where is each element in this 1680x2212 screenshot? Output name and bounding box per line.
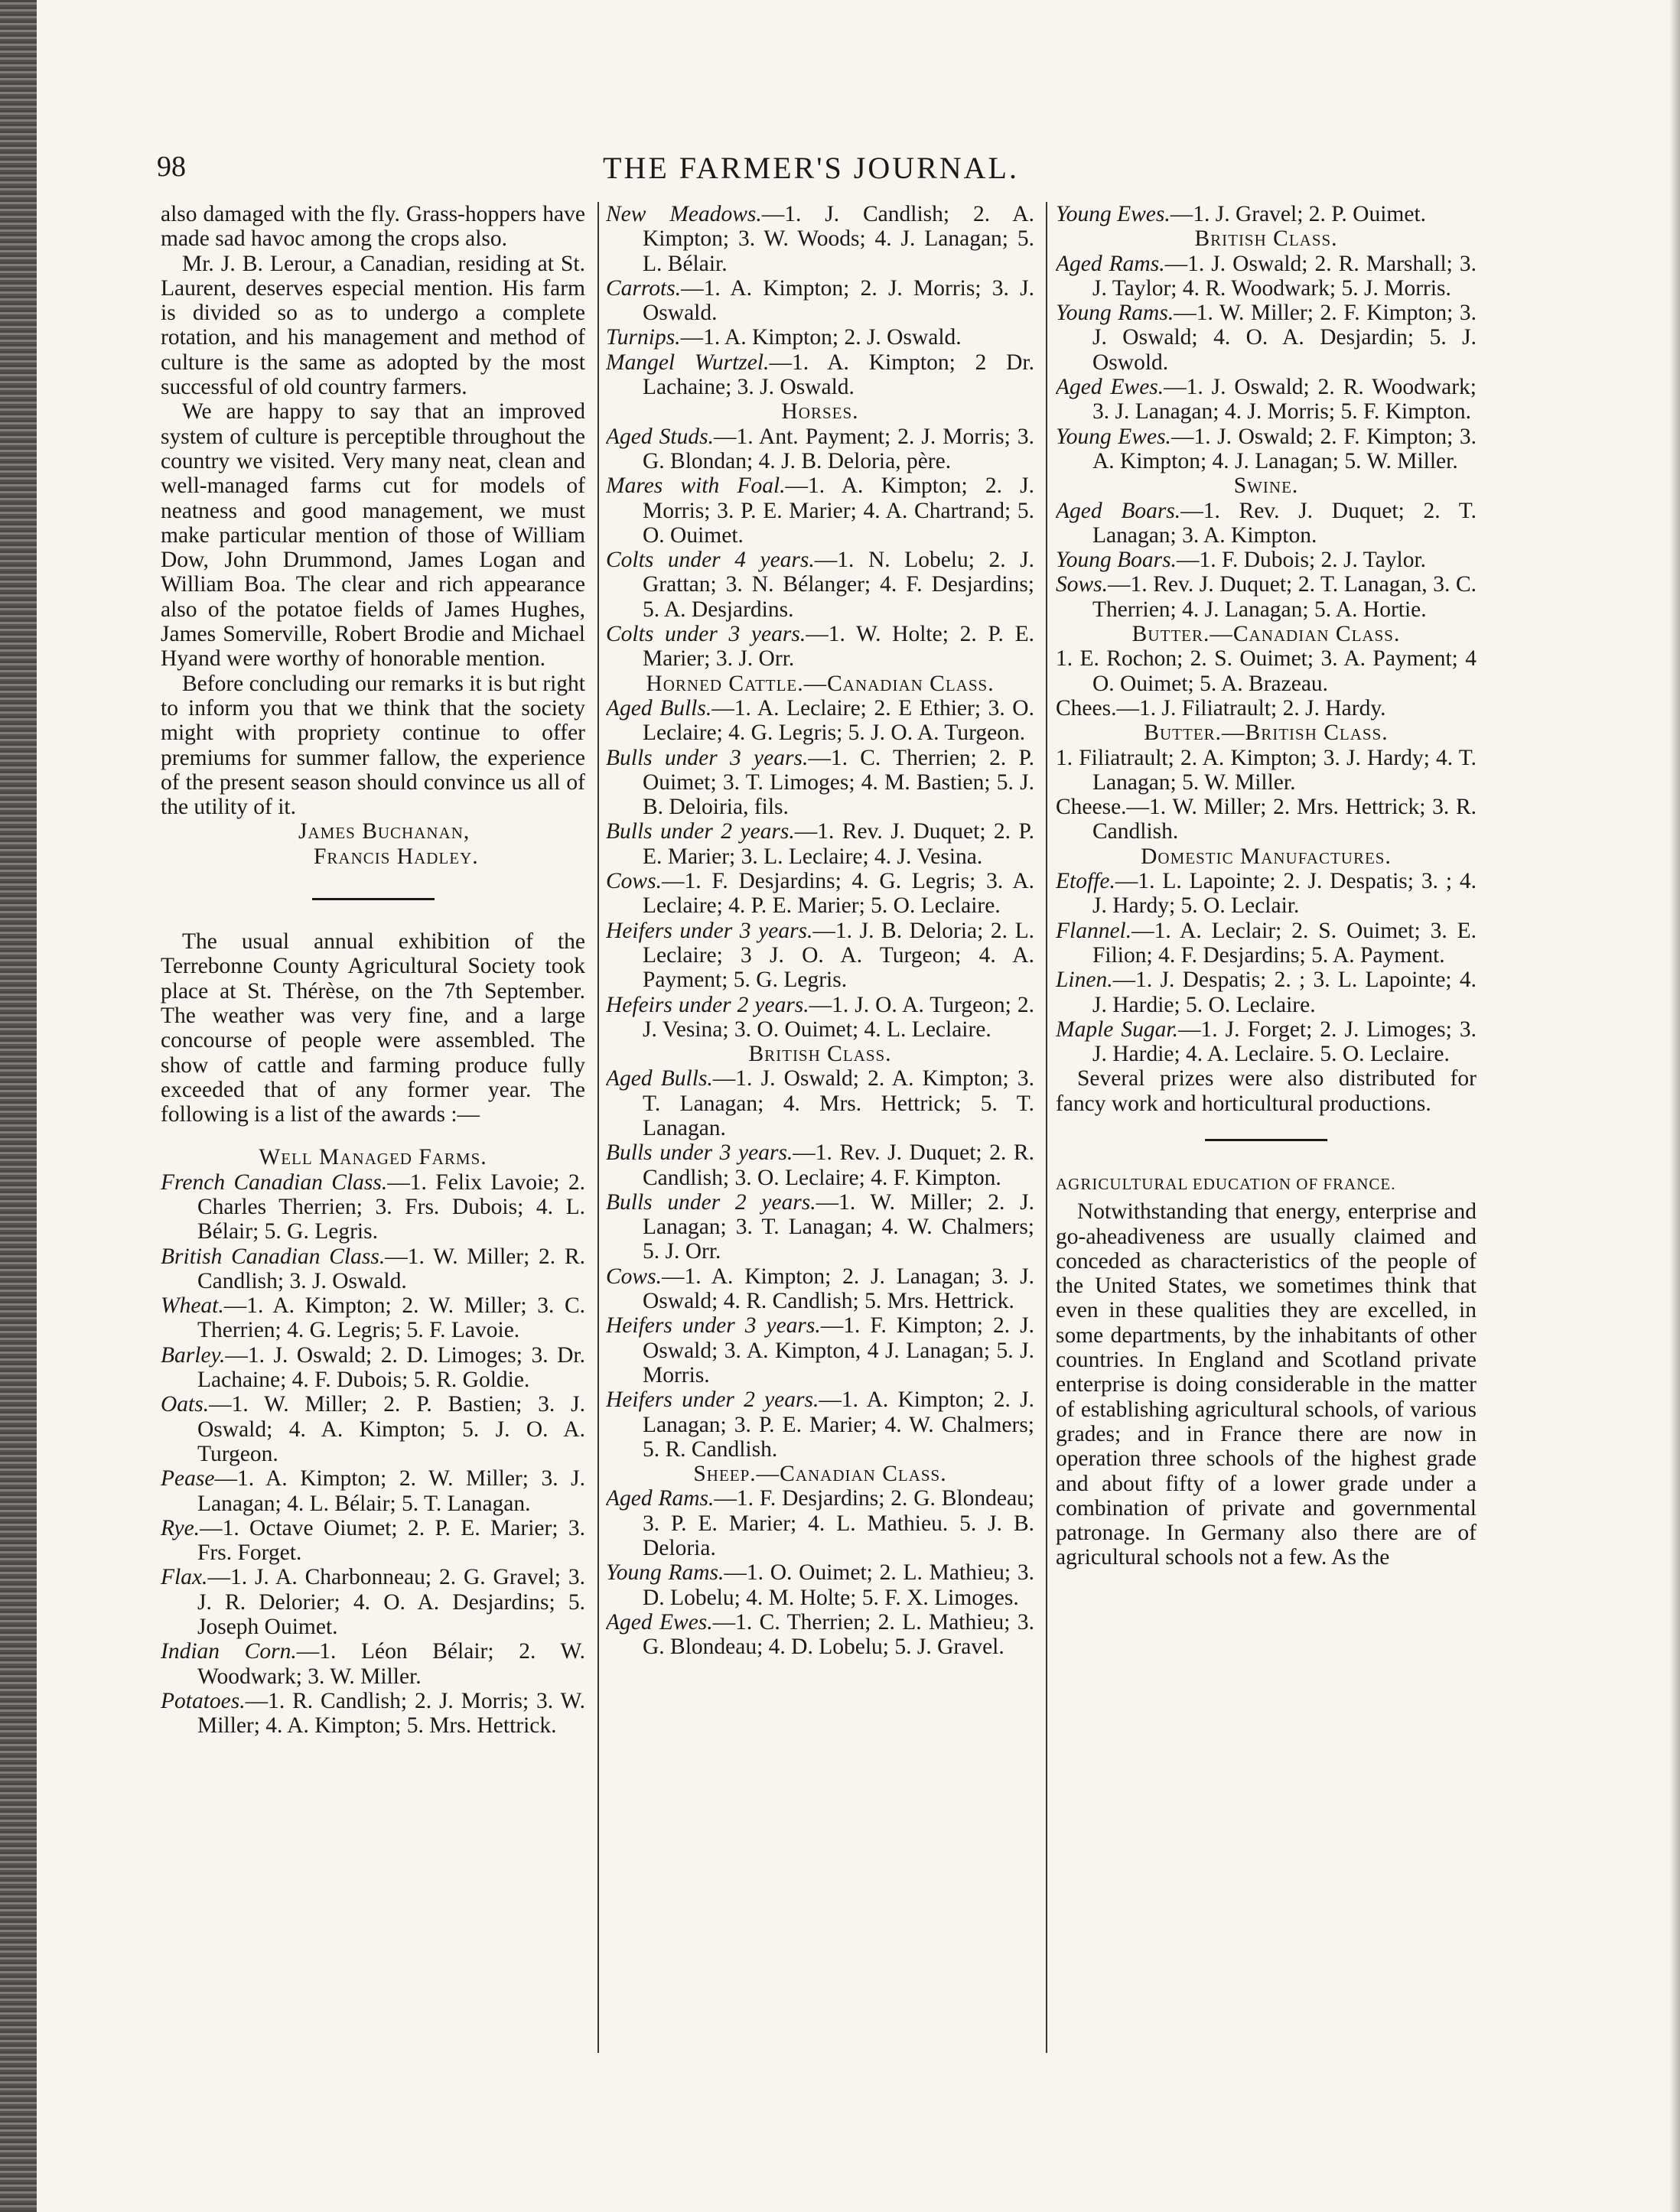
award-list (1056, 499, 1477, 622)
award-entry (161, 1170, 585, 1244)
award-category: Young Boars. (1056, 548, 1177, 573)
award-winners: —1. A. Kimpton; 2. J. Morris; 3. P. E. Marier; 4. A. Chartrand; 5. O. Ouimet. (643, 473, 1034, 548)
section-heading: Well Managed Farms. (259, 1145, 487, 1170)
award-category: Potatoes. (161, 1688, 246, 1713)
award-entry (606, 1486, 1034, 1560)
award-winners: —1. A. Kimpton; 2. J. Lanagan; 3. J. Oswald; 4. R. Candlish; 5. Mrs. Hettrick. (643, 1264, 1034, 1314)
award-winners: —1. O. Ouimet; 2. L. Mathieu; 3. D. Lobelu; 4. M. Holte; 5. F. X. Limoges. (643, 1560, 1034, 1610)
award-category: Aged Ewes. (1056, 375, 1164, 400)
award-winners: —1. W. Miller; 2. P. Bastien; 3. J. Oswald; 4. A. Kimpton; 5. J. O. A. Turgeon. (197, 1392, 585, 1466)
award-entry (606, 993, 1034, 1043)
award-entry (1056, 202, 1477, 226)
award-entry (161, 1392, 585, 1466)
award-winners: —1. W. Holte; 2. P. E. Marier; 3. J. Orr. (643, 622, 1034, 672)
section-heading: Butter.—Canadian Class. (1131, 622, 1401, 647)
award-winners: —1. A. Kimpton; 2. W. Miller; 3. C. Therrien; 4. G. Legris; 5. F. Lavoie. (197, 1293, 585, 1343)
award-entry (1056, 252, 1477, 301)
section-heading: Horned Cattle.—Canadian Class. (646, 671, 995, 696)
award-entry (606, 819, 1034, 869)
award-winners: —1. W. Miller; 2. F. Kimpton; 3. J. Oswald; 4. O. A. Desjardin; 5. J. Oswold. (1092, 301, 1477, 375)
award-category: Aged Boars. (1056, 498, 1181, 523)
award-category: New Meadows. (606, 202, 762, 226)
award-category: Heifers under 2 years. (606, 1387, 819, 1413)
award-category: Wheat. (161, 1293, 224, 1319)
article-title: AGRICULTURAL EDUCATION OF FRANCE. (1056, 1174, 1396, 1193)
award-entry (1056, 548, 1477, 572)
column-3 (1056, 202, 1477, 2053)
award-winners: —1. J. Candlish; 2. A. Kimpton; 3. W. Woods; 4. J. Lanagan; 5. L. Bélair. (643, 202, 1034, 276)
award-entry (606, 1264, 1034, 1314)
award-winners: —1. A. Kimpton; 2. W. Miller; 3. J. Lanagan; 4. L. Bélair; 5. T. Lanagan. (197, 1466, 585, 1516)
award-entry (1056, 696, 1477, 721)
award-category: Flannel. (1056, 918, 1132, 943)
scan-edge-left (0, 0, 37, 2212)
paragraph: Before concluding our remarks it is but right to inform you that we think that the society might with propriety continue to offer premiums for summer fallow, the experience of the present season should convince us all of the utility of it. (161, 671, 585, 820)
section-divider (312, 898, 435, 900)
award-winners: —1. Léon Bélair; 2. W. Woodwark; 3. W. Miller. (197, 1639, 585, 1689)
award-category: Heifers under 3 years. (606, 1313, 821, 1339)
award-list (606, 202, 1034, 399)
award-list (606, 425, 1034, 672)
award-list (1056, 252, 1477, 474)
award-list (606, 1486, 1034, 1659)
award-category: Pease (161, 1466, 215, 1491)
award-entry (606, 202, 1034, 276)
award-winners: —1. Rev. J. Duquet; 2. R. Candlish; 3. O. Leclaire; 4. F. Kimpton. (643, 1140, 1034, 1190)
section-heading: Butter.—British Class. (1144, 721, 1389, 746)
award-winners: —1. W. Miller; 2. R. Candlish; 3. J. Oswald. (197, 1244, 585, 1293)
award-entry (161, 1639, 585, 1689)
award-category: Aged Rams. (1056, 251, 1165, 276)
section-heading: British Class. (1194, 226, 1338, 252)
award-entry (1056, 1017, 1477, 1067)
award-entry (1056, 375, 1477, 425)
award-winners: —1. Rev. J. Duquet; 2. P. E. Marier; 3. L. Leclaire; 4. J. Vesina. (643, 819, 1034, 869)
award-list (606, 696, 1034, 1042)
award-winners: —1. A. Leclaire; 2. E Ethier; 3. O. Leclaire; 4. G. Legris; 5. J. O. A. Turgeon. (643, 695, 1034, 746)
award-category: Oats. (161, 1392, 210, 1417)
award-category: Sows. (1056, 572, 1109, 597)
award-winners: —1. J. O. A. Turgeon; 2. J. Vesina; 3. O. Ouimet; 4. L. Leclaire. (643, 992, 1034, 1042)
award-winners: Chees.—1. J. Filiatrault; 2. J. Hardy. (1056, 695, 1386, 721)
award-entry (1056, 795, 1477, 844)
award-winners: —1. J. Oswald; 2. D. Limoges; 3. Dr. Lachaine; 4. F. Dubois; 5. R. Goldie. (197, 1342, 585, 1393)
award-winners: —1. F. Desjardins; 2. G. Blondeau; 3. P. E. Marier; 4. L. Mathieu. 5. J. B. Deloria. (643, 1486, 1034, 1561)
award-entry (606, 622, 1034, 672)
award-winners: 1. Filiatrault; 2. A. Kimpton; 3. J. Hardy; 4. T. Lanagan; 5. W. Miller. (1056, 745, 1477, 795)
exhibition-intro: The usual annual exhibition of the Terrebonne County Agricultural Society took place at St. Thérèse, on the 7th September. The weather was very fine, and a large concourse of people were assembled. The show of cattle and farming produce fully exceeded that of any former year. The following is a list of the awards :— (161, 929, 585, 1127)
award-winners: —1. A. Kimpton; 2. J. Lanagan; 3. P. E. Marier; 4. W. Chalmers; 5. R. Candlish. (643, 1387, 1034, 1462)
award-category: Carrots. (606, 275, 682, 301)
award-category: Barley. (161, 1342, 226, 1368)
award-entry (161, 1516, 585, 1566)
award-category: Turnips. (606, 325, 681, 350)
award-entry (1056, 919, 1477, 968)
award-entry (606, 1313, 1034, 1387)
award-entry (1056, 425, 1477, 474)
award-category: Aged Ewes. (606, 1609, 713, 1635)
award-category: Rye. (161, 1515, 200, 1540)
award-winners: Cheese.—1. W. Miller; 2. Mrs. Hettrick; 3. R. Candlish. (1056, 795, 1477, 844)
award-entry (161, 1293, 585, 1343)
award-winners: —1. R. Candlish; 2. J. Morris; 3. W. Miller; 4. A. Kimpton; 5. Mrs. Hettrick. (197, 1688, 585, 1739)
award-category: Bulls under 3 years. (606, 745, 809, 770)
award-entry (161, 1565, 585, 1639)
award-winners: —1. W. Miller; 2. J. Lanagan; 3. T. Lanagan; 4. W. Chalmers; 5. J. Orr. (643, 1189, 1034, 1264)
award-entry (161, 1466, 585, 1516)
award-winners: —1. Rev. J. Duquet; 2. T. Lanagan; 3. A. Kimpton. (1092, 498, 1477, 548)
award-winners: —1. N. Lobelu; 2. J. Grattan; 3. N. Bélanger; 4. F. Desjardins; 5. A. Desjardins. (643, 548, 1034, 622)
award-category: Aged Studs. (606, 424, 714, 449)
award-winners: —1. J. Gravel; 2. P. Ouimet. (1170, 202, 1427, 226)
signature: James Buchanan, (298, 819, 470, 844)
award-entry (1056, 869, 1477, 919)
section-heading: Swine. (1233, 473, 1299, 499)
award-category: Young Ewes. (1056, 202, 1170, 226)
award-winners: —1. A. Leclair; 2. S. Ouimet; 3. E. Filion; 4. F. Desjardins; 5. A. Payment. (1092, 918, 1477, 968)
award-list (1056, 746, 1477, 844)
column-2 (606, 202, 1034, 2053)
award-winners: —1. Ant. Payment; 2. J. Morris; 3. G. Blondan; 4. J. B. Deloria, père. (643, 424, 1034, 473)
award-winners: —1. J. Oswald; 2. A. Kimpton; 3. T. Lanagan; 4. Mrs. Hettrick; 5. T. Lanagan. (643, 1066, 1034, 1140)
award-entry (606, 276, 1034, 326)
section-heading: Sheep.—Canadian Class. (693, 1462, 947, 1487)
award-list (1056, 869, 1477, 1066)
award-category: Cows. (606, 1264, 662, 1289)
award-winners: —1. J. Oswald; 2. R. Marshall; 3. J. Taylor; 4. R. Woodwark; 5. J. Morris. (1092, 251, 1477, 301)
award-winners: —1. A. Kimpton; 2 Dr. Lachaine; 3. J. Oswald. (643, 350, 1034, 400)
award-winners: —1. J. Oswald; 2. F. Kimpton; 3. A. Kimpton; 4. J. Lanagan; 5. W. Miller. (1092, 424, 1477, 473)
award-winners: —1. F. Kimpton; 2. J. Oswald; 3. A. Kimpton, 4 J. Lanagan; 5. J. Morris. (643, 1313, 1034, 1387)
award-entry (161, 1343, 585, 1393)
award-winners: —1. L. Lapointe; 2. J. Despatis; 3. ; 4. J. Hardy; 5. O. Leclair. (1092, 869, 1477, 919)
award-category: Colts under 3 years. (606, 622, 806, 647)
award-winners: —1. Felix Lavoie; 2. Charles Therrien; 3. Frs. Dubois; 4. L. Bélair; 5. G. Legris. (197, 1169, 585, 1244)
award-winners: —1. C. Therrien; 2. P. Ouimet; 3. T. Limoges; 4. M. Bastien; 5. J. B. Deloiria, fils. (643, 745, 1034, 820)
section-heading: British Class. (748, 1042, 892, 1067)
award-category: British Canadian Class. (161, 1244, 386, 1269)
award-entry (1056, 572, 1477, 622)
award-winners: —1. A. Kimpton; 2. J. Morris; 3. J. Oswald. (643, 275, 1034, 326)
award-category: Bulls under 3 years. (606, 1140, 793, 1166)
award-entry (1056, 968, 1477, 1017)
signature: Francis Hadley. (314, 844, 479, 869)
award-entry (606, 1610, 1034, 1660)
journal-title: THE FARMER'S JOURNAL. (603, 151, 1019, 185)
award-entry (1056, 646, 1477, 696)
award-category: Mangel Wurtzel. (606, 350, 770, 375)
paragraph: Mr. J. B. Lerour, a Canadian, residing at St. Laurent, deserves especial mention. His farm is divided so as to undergo a complete rotation, and his management and method of culture is the same as adopted by the most successful of old country farmers. (161, 251, 585, 400)
award-category: Young Rams. (1056, 301, 1174, 326)
page-header (157, 150, 1465, 196)
award-entry (1056, 301, 1477, 375)
award-winners: 1. E. Rochon; 2. S. Ouimet; 3. A. Payment; 4 O. Ouimet; 5. A. Brazeau. (1056, 646, 1477, 696)
page-body (161, 202, 1477, 2053)
award-category: Cows. (606, 869, 662, 894)
award-category: Aged Bulls. (606, 695, 712, 721)
award-winners: —1. J. Oswald; 2. R. Woodwark; 3. J. Lanagan; 4. J. Morris; 5. F. Kimpton. (1092, 375, 1477, 425)
award-list (606, 1066, 1034, 1462)
award-winners: —1. J. B. Deloria; 2. L. Leclaire; 3 J. O. A. Turgeon; 4. A. Payment; 5. G. Legris. (643, 918, 1034, 993)
award-category: Hefeirs under 2 years. (606, 992, 809, 1017)
award-category: Bulls under 2 years. (606, 819, 795, 844)
award-list (1056, 202, 1477, 226)
award-category: Etoffe. (1056, 869, 1115, 894)
award-entry (606, 1066, 1034, 1140)
award-winners: —1. Octave Oiumet; 2. P. E. Marier; 3. Frs. Forget. (197, 1515, 585, 1566)
award-category: Young Ewes. (1056, 424, 1171, 449)
section-divider (1205, 1139, 1327, 1141)
award-category: Linen. (1056, 968, 1113, 993)
article-body: Notwithstanding that energy, enterprise and go-aheadiveness are usually claimed and conceded as characteristics of the people of the United States, we sometimes think that even in these qualities they are excelled, in some departments, by the inhabitants of other countries. In England and Scotland private enterprise is doing considerable in the matter of establishing agricultural schools, of various grades; and in France there are now in operation three schools of the highest grade and about fifty of a lower grade under a combination of private and governmental patronage. In Germany also there are of agricultural schools not a few. As the (1056, 1199, 1477, 1570)
award-category: Heifers under 3 years. (606, 918, 813, 943)
award-winners: —1. J. Despatis; 2. ; 3. L. Lapointe; 4. J. Hardie; 5. O. Leclaire. (1092, 968, 1477, 1017)
award-entry (1056, 499, 1477, 548)
award-entry (1056, 746, 1477, 795)
award-entry (606, 1190, 1034, 1264)
scan-edge-right (1669, 0, 1680, 2212)
award-entry (606, 746, 1034, 820)
award-entry (606, 696, 1034, 746)
award-list (161, 1170, 585, 1739)
award-category: Aged Rams. (606, 1486, 715, 1511)
award-entry (606, 350, 1034, 400)
award-entry (606, 1140, 1034, 1190)
award-entry (606, 919, 1034, 993)
award-entry (606, 1387, 1034, 1462)
award-entry (606, 869, 1034, 919)
section-heading: Horses. (781, 399, 859, 425)
paragraph: We are happy to say that an improved system of culture is perceptible throughout the country we visited. Very many neat, clean and well-managed farms cut for models of neatness and good management, we must make particular mention of those of William Dow, John Drummond, James Logan and William Boa. The clear and rich appearance also of the potatoe fields of James Hughes, James Somerville, Robert Brodie and Michael Hyand were worthy of honorable mention. (161, 399, 585, 672)
award-winners: —1. F. Desjardins; 4. G. Legris; 3. A. Leclaire; 4. P. E. Marier; 5. O. Leclaire. (643, 869, 1034, 919)
award-winners: —1. A. Kimpton; 2. J. Oswald. (680, 325, 962, 350)
section-heading: Domestic Manufactures. (1141, 844, 1392, 869)
award-entry (161, 1689, 585, 1739)
award-list (1056, 646, 1477, 721)
award-category: Colts under 4 years. (606, 548, 815, 573)
award-category: Maple Sugar. (1056, 1017, 1178, 1042)
column-1 (161, 202, 585, 2053)
award-entry (606, 325, 1034, 350)
award-entry (606, 425, 1034, 474)
award-winners: —1. J. Forget; 2. J. Limoges; 3. J. Hardie; 4. A. Leclaire. 5. O. Leclaire. (1092, 1017, 1477, 1067)
award-category: French Canadian Class. (161, 1169, 388, 1195)
page-number: 98 (157, 151, 186, 183)
award-category: Flax. (161, 1565, 208, 1590)
closing-note: Several prizes were also distributed for fancy work and horticultural productions. (1056, 1066, 1477, 1116)
award-entry (606, 1560, 1034, 1610)
award-entry (606, 548, 1034, 622)
award-entry (161, 1244, 585, 1294)
award-winners: —1. Rev. J. Duquet; 2. T. Lanagan, 3. C. Therrien; 4. J. Lanagan; 5. A. Hortie. (1092, 572, 1477, 622)
paragraph: also damaged with the fly. Grass-hoppers have made sad havoc among the crops also. (161, 202, 585, 252)
award-category: Young Rams. (606, 1560, 724, 1586)
award-category: Aged Bulls. (606, 1066, 713, 1091)
award-entry (606, 473, 1034, 548)
award-category: Bulls under 2 years. (606, 1189, 816, 1215)
award-category: Indian Corn. (161, 1639, 297, 1664)
award-winners: —1. C. Therrien; 2. L. Mathieu; 3. G. Blondeau; 4. D. Lobelu; 5. J. Gravel. (643, 1609, 1034, 1660)
award-category: Mares with Foal. (606, 473, 786, 499)
spacer (161, 1127, 585, 1145)
award-winners: —1. J. A. Charbonneau; 2. G. Gravel; 3. J. R. Delorier; 4. O. A. Desjardins; 5. Joseph Ouimet. (197, 1565, 585, 1640)
award-winners: —1. F. Dubois; 2. J. Taylor. (1176, 548, 1427, 573)
